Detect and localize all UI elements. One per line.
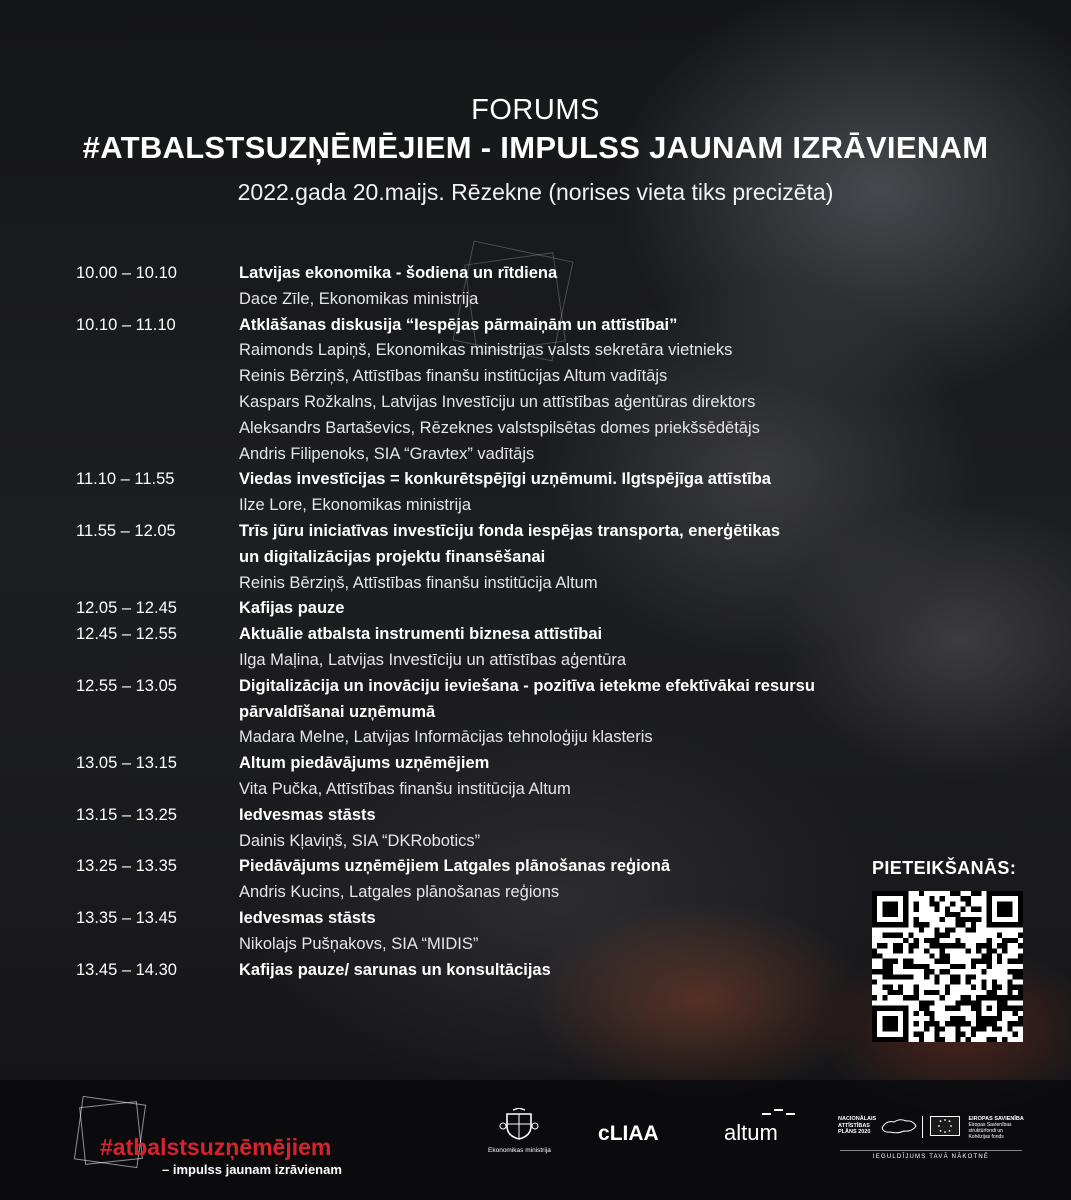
nap2020-logo: [838, 1116, 928, 1138]
agenda-speaker: Aleksandrs Bartaševics, Rēzeknes valstspilsētas domes priekšsēdētājs: [239, 418, 760, 437]
agenda-item: [76, 596, 896, 622]
agenda-content: [239, 906, 896, 958]
agenda-session-title: Kafijas pauze: [239, 599, 345, 618]
agenda-session-title: Latvijas ekonomika - šodiena un rītdiena: [239, 264, 558, 282]
agenda-item: [76, 854, 896, 906]
agenda-speaker: Dainis Kļaviņš, SIA “DKRobotics”: [239, 831, 481, 850]
agenda-item: [76, 519, 896, 596]
agenda-content: [239, 596, 896, 622]
liaa-swoosh-icon: c: [598, 1122, 610, 1145]
agenda-speaker: Nikolajs Pušņakovs, SIA “MIDIS”: [239, 934, 479, 953]
agenda-time: 11.55 – 12.05: [76, 521, 176, 540]
agenda-speaker: Dace Zīle, Ekonomikas ministrija: [239, 289, 479, 308]
altum-logo-text: altum: [724, 1120, 778, 1145]
eu-title: EIROPAS SAVIENĪBA: [968, 1116, 1024, 1122]
forum-label: FORUMS: [471, 94, 600, 126]
eu-subtitle: Eiropas Savienības struktūrfondi un Kohēzijas fonds: [968, 1122, 1012, 1140]
coat-of-arms-icon: [499, 1108, 539, 1140]
agenda-item: [76, 467, 896, 519]
agenda-item: [76, 803, 896, 855]
agenda-session-title: Iedvesmas stāsts: [239, 805, 376, 824]
eu-texts: [968, 1116, 1023, 1140]
agenda-time: 10.10 – 11.10: [76, 315, 176, 334]
agenda-speaker: Ilga Maļina, Latvijas Investīciju un attīstības aģentūra: [239, 650, 627, 669]
agenda-session-title: Atklāšanas diskusija “Iespējas pārmaiņām un attīstībai”: [239, 315, 678, 334]
agenda-time: 12.05 – 12.45: [76, 599, 177, 618]
agenda-session-title: Viedas investīcijas = konkurētspējīgi uzņēmumi. Ilgtspējīga attīstība: [239, 470, 771, 489]
brand-tagline: – impulss jaunam izrāvienam: [162, 1162, 342, 1177]
agenda-content: [239, 854, 896, 906]
logo-divider: [922, 1116, 923, 1138]
signup-block: [872, 858, 1032, 1042]
agenda-speaker: Reinis Bērziņš, Attīstības finanšu institūcijas Altum vadītājs: [239, 367, 668, 386]
forum-brand-logo: [78, 1100, 378, 1180]
forum-title: #ATBALSTSUZŅĒMĒJIEM - IMPULSS JAUNAM IZRĀVIENAM: [82, 130, 989, 165]
agenda-content: [239, 467, 896, 519]
agenda-session-title: Digitalizācija un inovāciju ieviešana - pozitīva ietekme efektīvākai resursu pārvaldīšanai uzņēmumā: [239, 676, 815, 721]
agenda-content: [239, 958, 896, 984]
agenda-speaker: Madara Melne, Latvijas Informācijas tehnoloģiju klasteris: [239, 728, 653, 747]
agenda-content: [239, 519, 896, 596]
signup-qr-code[interactable]: [872, 891, 1023, 1042]
agenda-session-title: Trīs jūru iniciatīvas investīciju fonda iespējas transporta, enerģētikas un digitalizācijas projektu finansēšanai: [239, 521, 781, 566]
agenda-content: [239, 261, 896, 313]
agenda-time: 13.45 – 14.30: [76, 960, 177, 979]
agenda-time: 13.05 – 13.15: [76, 754, 177, 773]
agenda-speaker: Raimonds Lapiņš, Ekonomikas ministrijas valsts sekretāra vietnieks: [239, 341, 733, 360]
agenda-speaker: Andris Kucins, Latgales plānošanas reģions: [239, 883, 560, 902]
agenda-session-title: Piedāvājums uzņēmējiem Latgales plānošanas reģionā: [239, 857, 670, 876]
agenda-content: [239, 803, 896, 855]
agenda-item: [76, 751, 896, 803]
agenda-speaker: Andris Filipenoks, SIA “Gravtex” vadītājs: [239, 444, 535, 463]
agenda-item: [76, 261, 896, 313]
agenda-time: 13.15 – 13.25: [76, 805, 177, 824]
agenda-speaker: Ilze Lore, Ekonomikas ministrija: [239, 496, 471, 515]
eu-flag-icon: [930, 1116, 960, 1136]
signup-label: PIETEIKŠANĀS:: [872, 858, 1017, 878]
agenda-speaker: Vita Pučka, Attīstības finanšu institūcija Altum: [239, 779, 571, 798]
agenda-session-title: Aktuālie atbalsta instrumenti biznesa attīstībai: [239, 625, 603, 644]
agenda: [76, 261, 896, 983]
footer: [0, 1080, 1071, 1200]
agenda-time: 13.25 – 13.35: [76, 857, 177, 876]
header: [0, 92, 1071, 212]
agenda-content: [239, 674, 896, 751]
ministry-caption: Ekonomikas ministrija: [488, 1147, 551, 1154]
latvia-map-icon: [880, 1116, 918, 1136]
agenda-time: 13.35 – 13.45: [76, 908, 177, 927]
agenda-content: [239, 622, 896, 674]
agenda-content: [239, 313, 896, 468]
agenda-speaker: Reinis Bērziņš, Attīstības finanšu institūcija Altum: [239, 573, 598, 592]
agenda-session-title: Altum piedāvājums uzņēmējiem: [239, 754, 490, 773]
forum-date-location: 2022.gada 20.maijs. Rēzekne (norises vieta tiks precizēta): [237, 179, 834, 205]
agenda-session-title: Kafijas pauze/ sarunas un konsultācijas: [239, 960, 551, 979]
agenda-time: 11.10 – 11.55: [76, 470, 175, 489]
altum-logo: [724, 1120, 778, 1146]
liaa-logo: [598, 1122, 659, 1146]
agenda-item: [76, 906, 896, 958]
nap2020-text: NACIONĀLAIS ATTĪSTĪBAS PLĀNS 2020: [838, 1116, 877, 1135]
brand-hashtag: #atbalstsuzņēmējiem: [100, 1134, 332, 1160]
agenda-time: 12.55 – 13.05: [76, 676, 177, 695]
agenda-session-title: Iedvesmas stāsts: [239, 908, 376, 927]
agenda-item: [76, 958, 896, 984]
agenda-speaker: Kaspars Rožkalns, Latvijas Investīciju un attīstības aģentūras direktors: [239, 392, 756, 411]
agenda-item: [76, 313, 896, 468]
liaa-logo-text: LIAA: [609, 1122, 659, 1145]
altum-bars-icon: [762, 1113, 794, 1116]
agenda-time: 12.45 – 12.55: [76, 625, 177, 644]
agenda-item: [76, 674, 896, 751]
agenda-content: [239, 751, 896, 803]
agenda-time: 10.00 – 10.10: [76, 264, 177, 282]
slogan: IEGULDĪJUMS TAVĀ NĀKOTNĒ: [840, 1150, 1022, 1160]
eu-funds-logo: [930, 1116, 1030, 1140]
ministry-of-economics-logo: [488, 1108, 550, 1154]
agenda-item: [76, 622, 896, 674]
